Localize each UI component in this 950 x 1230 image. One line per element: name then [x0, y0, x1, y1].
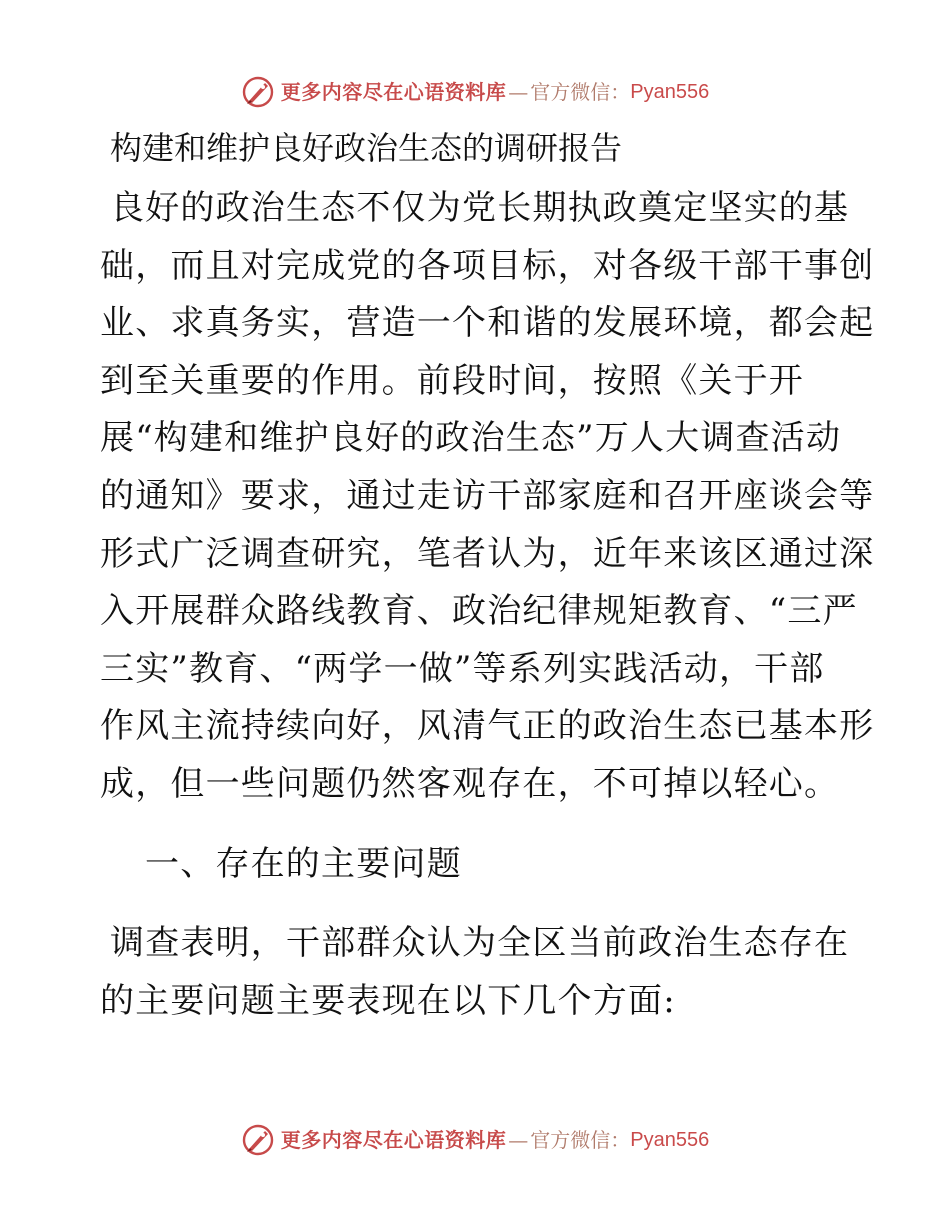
paragraph-findings [100, 915, 860, 1030]
paragraph-intro [100, 180, 875, 814]
paragraph-line: 良好的政治生态不仅为党长期执政奠定坚实的基 [110, 188, 850, 228]
watermark-dash: — [508, 80, 529, 104]
paragraph-line: 展“构建和维护良好的政治生态”万人大调查活动 [100, 418, 842, 459]
quill-logo-icon [241, 75, 275, 109]
watermark-main-text: 更多内容尽在心语资料库 [280, 80, 507, 104]
paragraph-line: 到至关重要的作用。前段时间，按照《关于开 [100, 360, 804, 401]
quill-logo-icon [241, 1123, 275, 1157]
watermark-dash: — [508, 1128, 529, 1152]
document-body [100, 120, 875, 1030]
watermark-text [281, 82, 709, 102]
header-watermark [0, 72, 950, 112]
paragraph-line: 三实”教育、“两学一做”等系列实践活动，干部 [100, 648, 825, 689]
paragraph-line: 成，但一些问题仍然客观存在，不可掉以轻心。 [100, 763, 840, 804]
watermark-main-text: 更多内容尽在心语资料库 [280, 1128, 507, 1152]
paragraph-line: 作风主流持续向好，风清气正的政治生态已基本形 [100, 706, 875, 747]
footer-watermark [0, 1120, 950, 1160]
paragraph-line: 的主要问题主要表现在以下几个方面: [100, 980, 676, 1021]
watermark-text [281, 1130, 709, 1150]
paragraph-line: 业、求真务实，营造一个和谐的发展环境，都会起 [100, 303, 875, 344]
paragraph-line: 形式广泛调查研究，笔者认为，近年来该区通过深 [100, 533, 875, 574]
paragraph-line: 入开展群众路线教育、政治纪律规矩教育、“三严 [100, 591, 858, 632]
section-heading-1: 一、存在的主要问题 [145, 843, 462, 884]
paragraph-line: 调查表明，干部群众认为全区当前政治生态存在 [110, 923, 850, 964]
watermark-official-label: 官方微信： [530, 1128, 631, 1152]
watermark-wechat-id: Pyan556 [630, 81, 710, 103]
document-title: 构建和维护良好政治生态的调研报告 [110, 129, 623, 167]
paragraph-line: 础，而且对完成党的各项目标，对各级干部干事创 [100, 245, 875, 286]
watermark-official-label: 官方微信： [530, 80, 631, 104]
paragraph-line: 的通知》要求，通过走访干部家庭和召开座谈会等 [100, 475, 875, 516]
watermark-wechat-id: Pyan556 [630, 1129, 710, 1151]
